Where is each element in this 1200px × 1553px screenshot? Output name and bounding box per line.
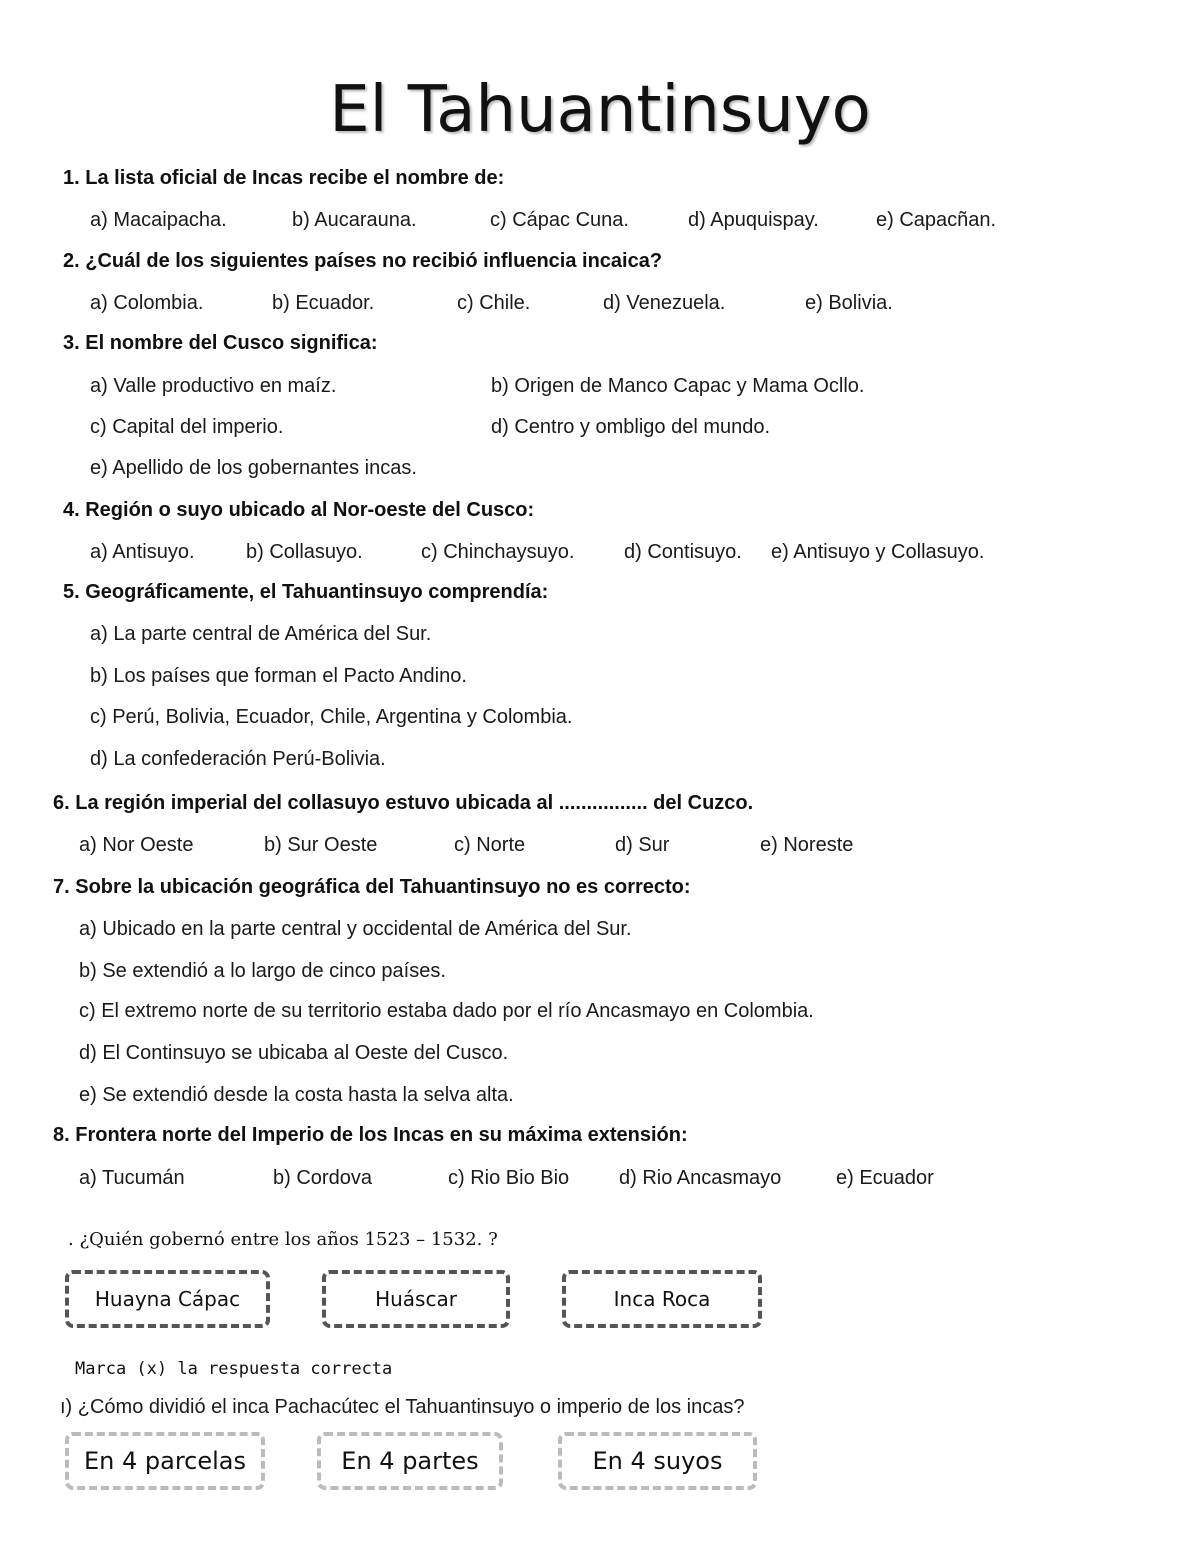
answer-option: c) Chile.	[457, 292, 531, 314]
answer-option: d) El Continsuyo se ubicaba al Oeste del Cusco.	[79, 1042, 509, 1064]
answer-option: e) Ecuador	[836, 1167, 934, 1189]
answer-box[interactable]: En 4 parcelas	[65, 1432, 265, 1490]
answer-option: a) La parte central de América del Sur.	[90, 623, 432, 645]
answer-option: a) Antisuyo.	[90, 541, 195, 563]
answer-option: e) Bolivia.	[805, 292, 893, 314]
answer-option: e) Noreste	[760, 834, 854, 856]
answer-option: a) Valle productivo en maíz.	[90, 375, 337, 397]
page-title: El Tahuantinsuyo	[329, 73, 871, 147]
answer-option: c) Capital del imperio.	[90, 416, 284, 438]
answer-option: c) El extremo norte de su territorio estaba dado por el río Ancasmayo en Colombia.	[79, 1000, 814, 1022]
answer-box[interactable]: Huayna Cápac	[65, 1270, 270, 1328]
answer-option: d) Apuquispay.	[688, 209, 819, 231]
answer-option: c) Chinchaysuyo.	[421, 541, 575, 563]
question-3: 3. El nombre del Cusco significa:	[63, 332, 378, 354]
question-5: 5. Geográficamente, el Tahuantinsuyo comprendía:	[63, 581, 549, 603]
answer-box[interactable]: Inca Roca	[562, 1270, 762, 1328]
answer-option: b) Origen de Manco Capac y Mama Ocllo.	[491, 375, 865, 397]
answer-option: d) Sur	[615, 834, 670, 856]
question-7: 7. Sobre la ubicación geográfica del Tahuantinsuyo no es correcto:	[53, 876, 691, 898]
question-pachacutec: ı) ¿Cómo dividió el inca Pachacútec el Tahuantinsuyo o imperio de los incas?	[60, 1396, 745, 1418]
answer-option: b) Cordova	[273, 1167, 372, 1189]
answer-option: d) Venezuela.	[603, 292, 726, 314]
answer-option: b) Ecuador.	[272, 292, 375, 314]
question-8: 8. Frontera norte del Imperio de los Incas en su máxima extensión:	[53, 1124, 688, 1146]
answer-option: b) Aucarauna.	[292, 209, 417, 231]
answer-option: d) Contisuyo.	[624, 541, 742, 563]
question-1: 1. La lista oficial de Incas recibe el nombre de:	[63, 167, 505, 189]
answer-option: a) Macaipacha.	[90, 209, 227, 231]
answer-option: d) Rio Ancasmayo	[619, 1167, 782, 1189]
answer-option: a) Nor Oeste	[79, 834, 194, 856]
answer-option: b) Sur Oeste	[264, 834, 378, 856]
question-2: 2. ¿Cuál de los siguientes países no recibió influencia incaica?	[63, 250, 663, 272]
answer-box[interactable]: Huáscar	[322, 1270, 510, 1328]
answer-option: e) Se extendió desde la costa hasta la selva alta.	[79, 1084, 514, 1106]
answer-option: b) Los países que forman el Pacto Andino.	[90, 665, 467, 687]
answer-option: a) Ubicado en la parte central y occidental de América del Sur.	[79, 918, 632, 940]
answer-option: e) Antisuyo y Collasuyo.	[771, 541, 985, 563]
answer-option: c) Norte	[454, 834, 526, 856]
answer-option: a) Tucumán	[79, 1167, 185, 1189]
answer-box[interactable]: En 4 suyos	[558, 1432, 757, 1490]
answer-option: b) Se extendió a lo largo de cinco países.	[79, 960, 446, 982]
question-4: 4. Región o suyo ubicado al Nor-oeste del Cusco:	[63, 499, 535, 521]
answer-option: c) Cápac Cuna.	[490, 209, 629, 231]
answer-option: c) Rio Bio Bio	[448, 1167, 570, 1189]
answer-option: e) Capacñan.	[876, 209, 997, 231]
question-quien: . ¿Quién gobernó entre los años 1523 – 1532. ?	[68, 1229, 498, 1250]
answer-option: c) Perú, Bolivia, Ecuador, Chile, Argentina y Colombia.	[90, 706, 573, 728]
instruction-text: Marca (x) la respuesta correcta	[75, 1359, 393, 1379]
answer-option: d) Centro y ombligo del mundo.	[491, 416, 771, 438]
answer-option: a) Colombia.	[90, 292, 204, 314]
question-6: 6. La región imperial del collasuyo estuvo ubicada al ................ del Cuzco.	[53, 792, 754, 814]
answer-option: b) Collasuyo.	[246, 541, 363, 563]
answer-option: e) Apellido de los gobernantes incas.	[90, 457, 417, 479]
answer-option: d) La confederación Perú-Bolivia.	[90, 748, 386, 770]
answer-box[interactable]: En 4 partes	[317, 1432, 503, 1490]
